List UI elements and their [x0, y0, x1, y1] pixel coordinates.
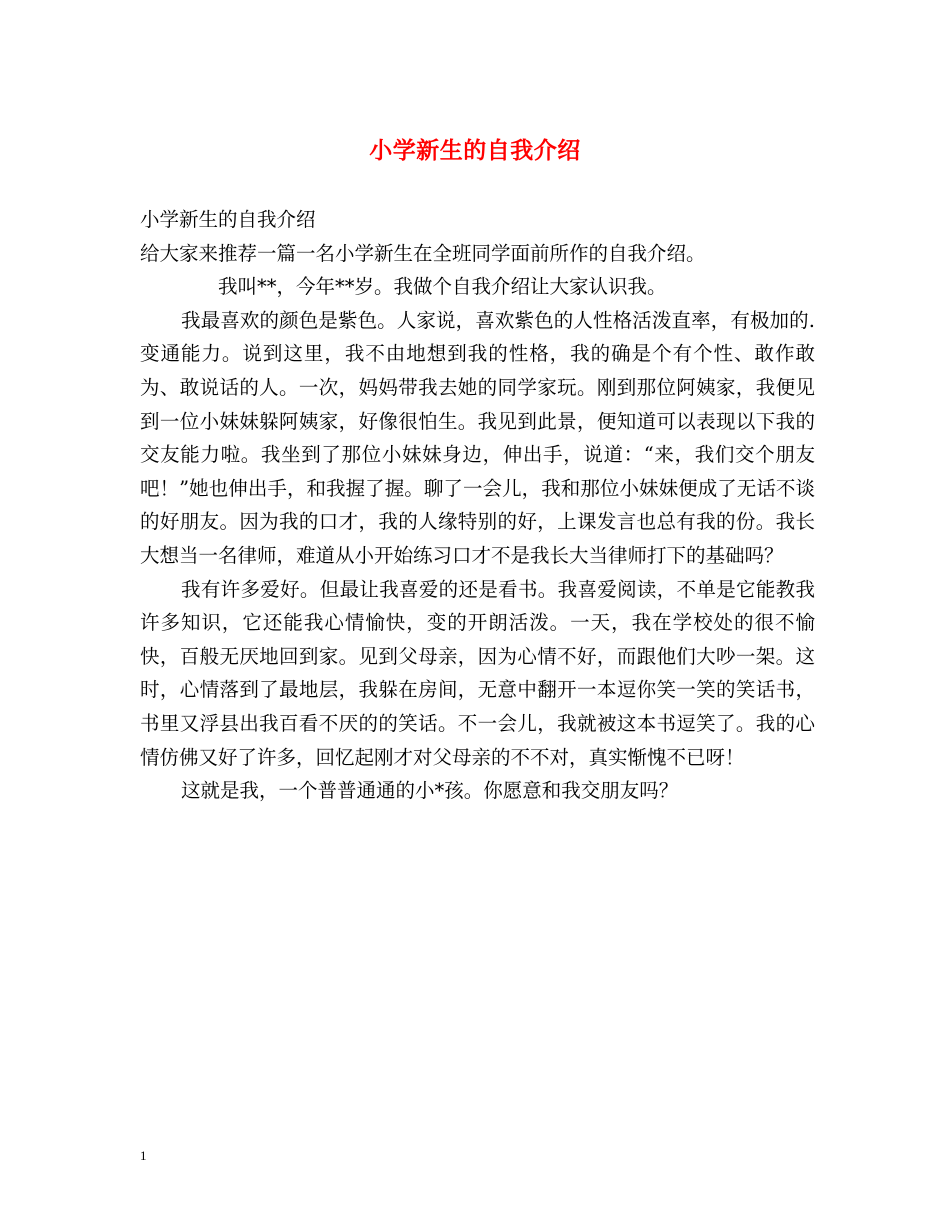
- intro-paragraph: 给大家来推荐一篇一名小学新生在全班同学面前所作的自我介绍。: [140, 241, 706, 265]
- document-title: 小学新生的自我介绍: [369, 137, 581, 164]
- body-paragraph-3: 这就是我，一个普普通通的小*孩。你愿意和我交朋友吗？: [181, 779, 679, 803]
- body-paragraph-1: 我最喜欢的颜色是紫色。人家说，喜欢紫色的人性格活泼直率，有极加的.变通能力。说到这里，我不由地想到我的性格，我的确是个有个性、敢作敢为、敢说话的人。一次，妈妈带我去她的同学家玩。刚到那位阿姨家，我便见到一位小妹妹躲阿姨家，好像很怕生。我见到此景，便知道可以表现以下我的交友能力啦。我坐到了那位小妹妹身边，伸出手，说道：“来，我们交个朋友吧！”她也伸出手，和我握了握。聊了一会儿，我和那位小妹妹便成了无话不谈的好朋友。因为我的口才，我的人缘特别的好，上课发言也总有我的份。我长大想当一名律师，难道从小开始练习口才不是我长大当律师打下的基础吗？: [140, 308, 815, 567]
- document-subtitle: 小学新生的自我介绍: [140, 208, 316, 231]
- page-number: 1: [140, 1148, 147, 1163]
- greeting-paragraph: 我叫**，今年**岁。我做个自我介绍让大家认识我。: [218, 275, 667, 299]
- body-paragraph-2: 我有许多爱好。但最让我喜爱的还是看书。我喜爱阅读，不单是它能教我许多知识，它还能我心情愉快，变的开朗活泼。一天，我在学校处的很不愉快，百般无厌地回到家。见到父母亲，因为心情不好，而跟他们大吵一架。这时，心情落到了最地层，我躲在房间，无意中翻开一本逗你笑一笑的笑话书，书里又浮县出我百看不厌的的笑话。不一会儿，我就被这本书逗笑了。我的心情仿佛又好了许多，回忆起刚才对父母亲的不不对，真实惭愧不已呀！: [140, 577, 815, 769]
- document-body: [140, 203, 815, 808]
